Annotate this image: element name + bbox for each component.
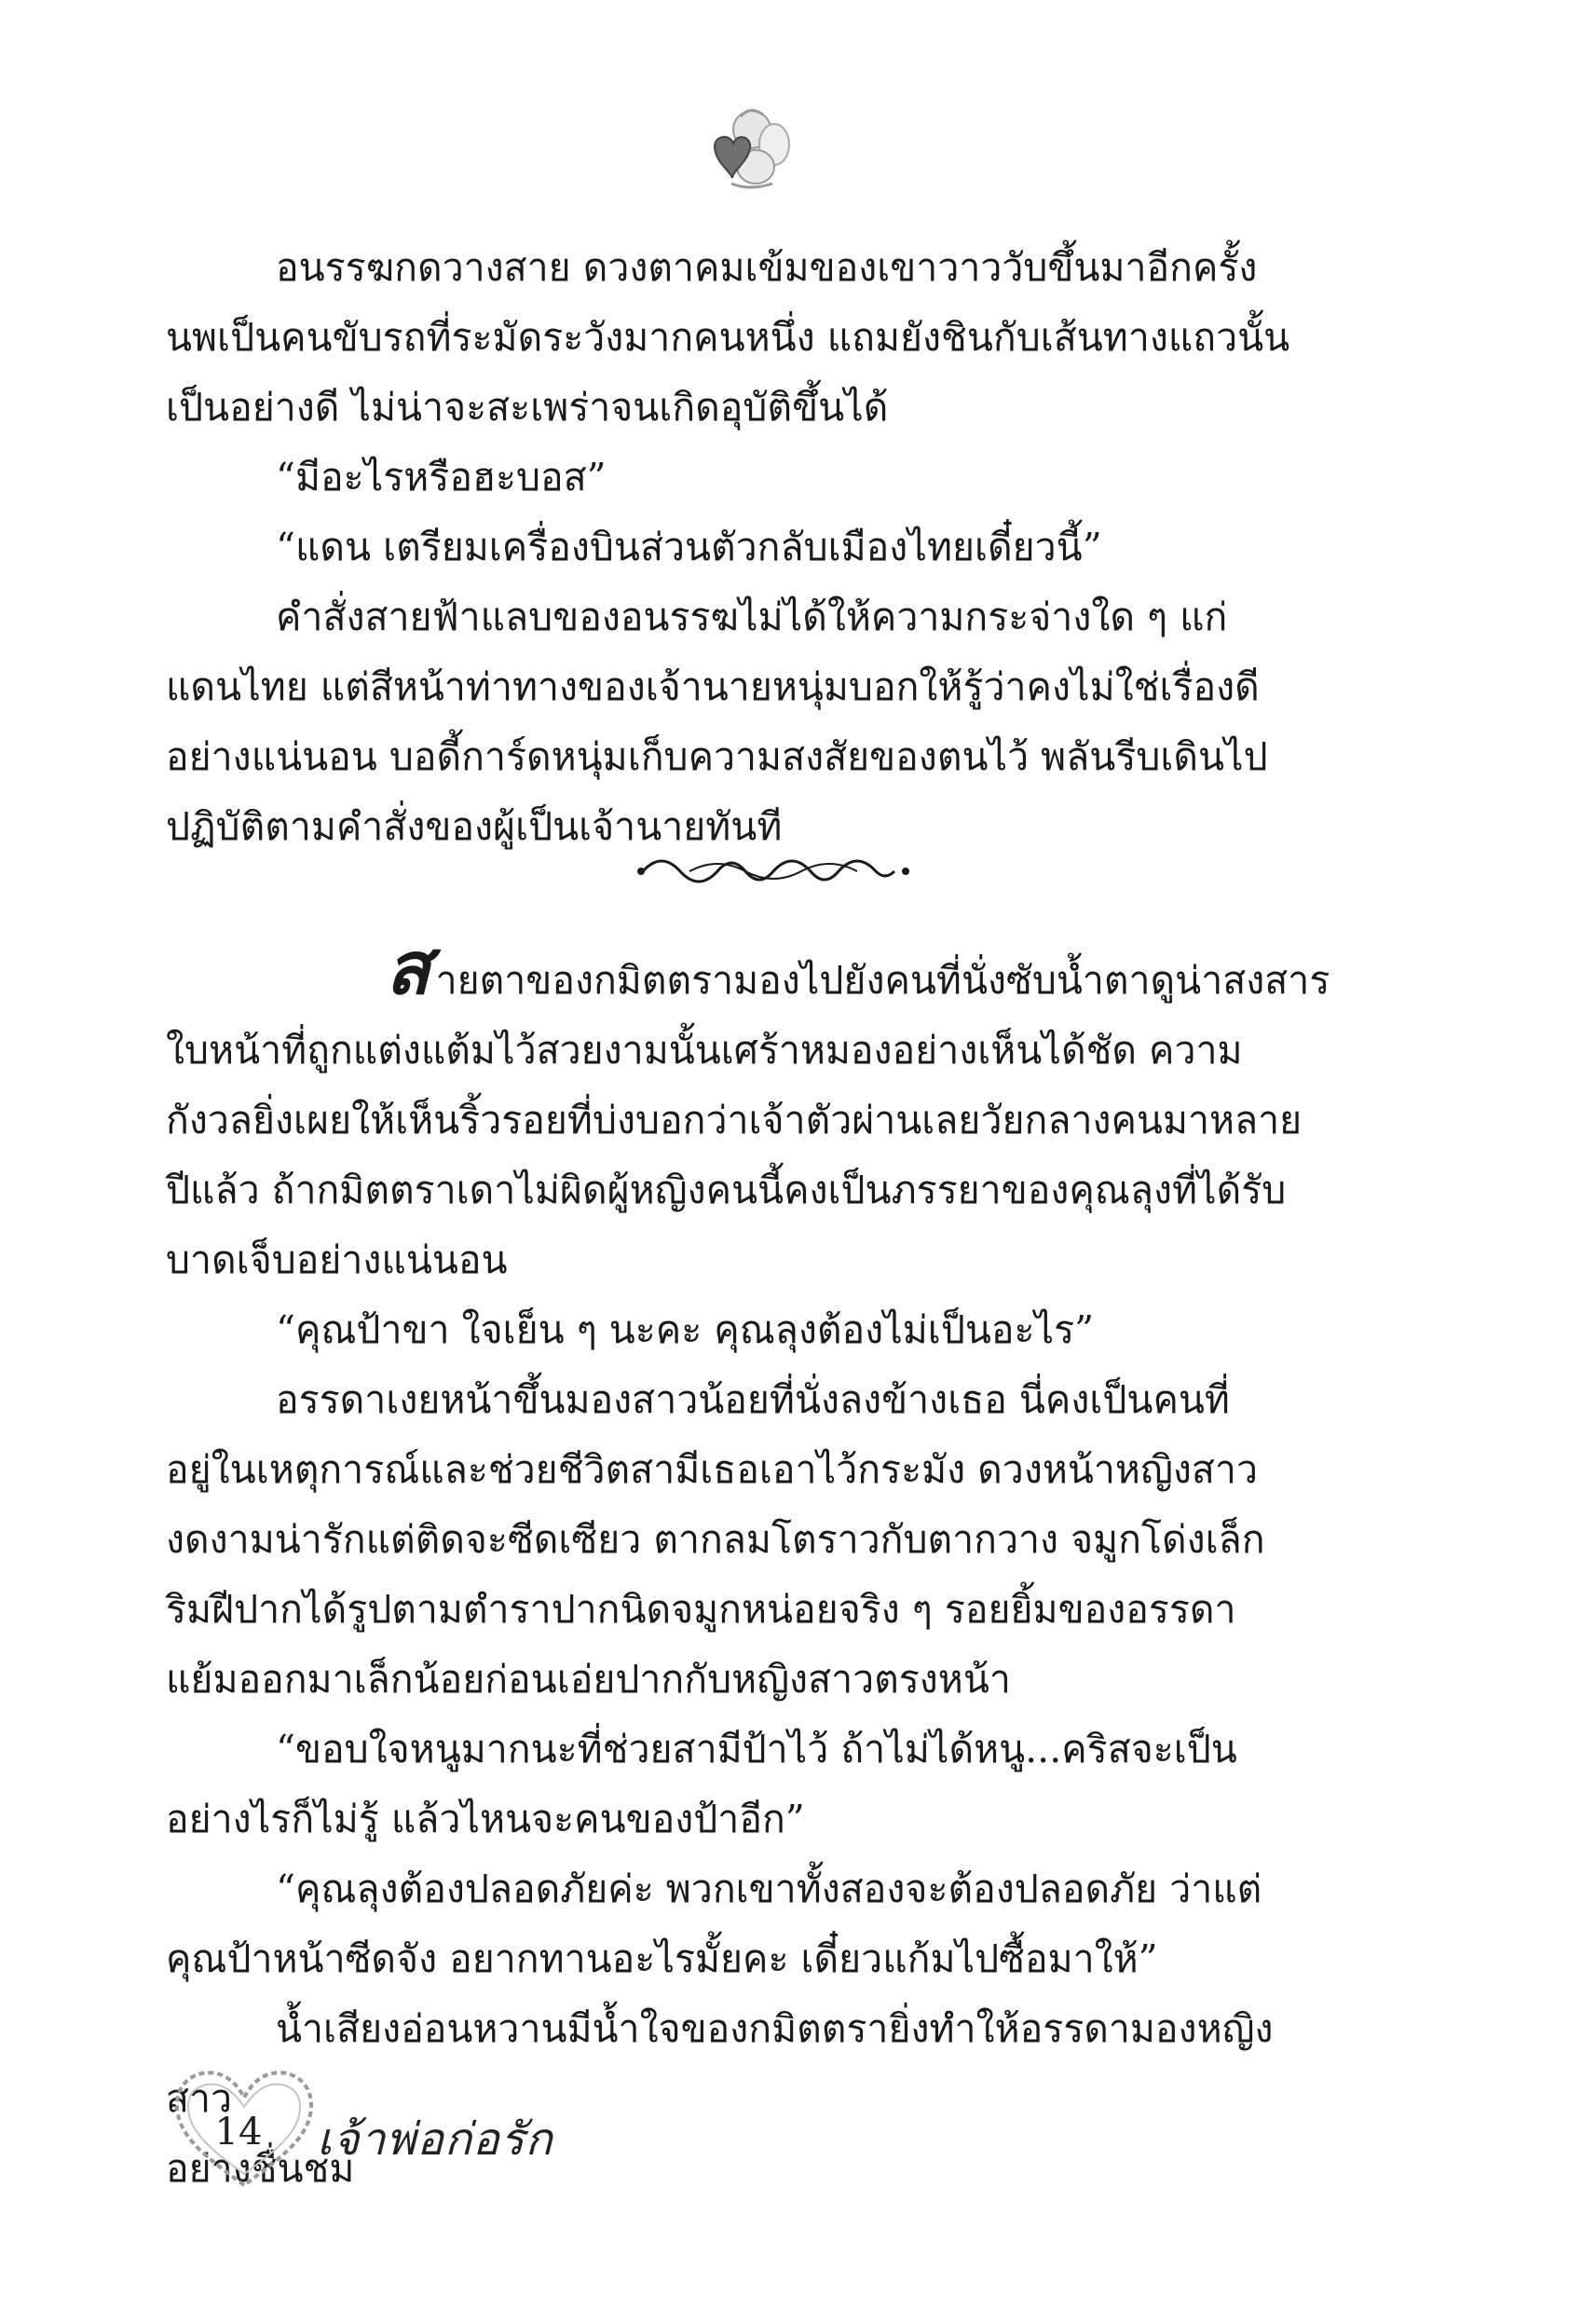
book-title: เจ้าพ่อก่อรัก xyxy=(317,2113,553,2166)
text-line: “คุณป้าขา ใจเย็น ๆ นะคะ คุณลุงต้องไม่เป็นอะไร” xyxy=(276,1307,1095,1352)
text-line: ปีแล้ว ถ้ากมิตตราเดาไม่ผิดผู้หญิงคนนี้คงเป็นภรรยาของคุณลุงที่ได้รับ xyxy=(166,1168,1287,1212)
text-line: “มีอะไรหรือฮะบอส” xyxy=(276,455,607,499)
text-line: ริมฝีปากได้รูปตามตำราปากนิดจมูกหน่อยจริง ๆ รอยยิ้มของอรรดา xyxy=(166,1587,1236,1632)
text-line: กังวลยิ่งเผยให้เห็นริ้วรอยที่บ่งบอกว่าเจ้าตัวผ่านเลยวัยกลางคนมาหลาย xyxy=(166,1098,1303,1142)
text-line: คำสั่งสายฟ้าแลบของอนรรฆไม่ได้ให้ความกระจ่างใด ๆ แก่ xyxy=(276,595,1228,639)
text-block-top xyxy=(166,233,1330,862)
text-line: “แดน เตรียมเครื่องบินส่วนตัวกลับเมืองไทยเดี๋ยวนี้” xyxy=(276,525,1102,569)
cupid-ornament-icon xyxy=(694,98,797,200)
text-line: อนรรฆกดวางสาย ดวงตาคมเข้มของเขาวาววับขึ้นมาอีกครั้ง xyxy=(276,245,1258,290)
dropcap-paragraph-line xyxy=(166,926,1330,1016)
text-line: “คุณลุงต้องปลอดภัยค่ะ พวกเขาทั้งสองจะต้องปลอดภัย ว่าแต่ xyxy=(276,1867,1262,1911)
text-line: แดนไทย แต่สีหน้าท่าทางของเจ้านายหนุ่มบอกให้รู้ว่าคงไม่ใช่เรื่องดี xyxy=(166,664,1260,709)
drop-cap: ส xyxy=(386,926,430,1011)
text-line: อย่างไรก็ไม่รู้ แล้วไหนจะคนของป้าอีก” xyxy=(166,1797,805,1841)
decorative-divider xyxy=(634,843,913,899)
page-number: 14 xyxy=(214,2111,263,2154)
dropcap-line-text: ายตาของกมิตตรามองไปยังคนที่นั่งซับน้ำตาดูน่าสงสาร xyxy=(435,958,1330,1003)
text-block-bottom xyxy=(166,926,1330,2204)
text-line: อยู่ในเหตุการณ์และช่วยชีวิตสามีเธอเอาไว้กระมัง ดวงหน้าหญิงสาว xyxy=(166,1447,1258,1492)
text-line: น้ำเสียงอ่อนหวานมีน้ำใจของกมิตตรายิ่งทำให้อรรดามองหญิงสาว xyxy=(166,2006,1274,2121)
text-line: อย่างชื่นชม xyxy=(166,2146,355,2191)
text-line: อย่างแน่นอน บอดี้การ์ดหนุ่มเก็บความสงสัยของตนไว้ พลันรีบเดินไป xyxy=(166,734,1268,779)
text-line: “ขอบใจหนูมากนะที่ช่วยสามีป้าไว้ ถ้าไม่ได้หนู...คริสจะเป็น xyxy=(276,1727,1237,1771)
text-line: เป็นอย่างดี ไม่น่าจะสะเพร่าจนเกิดอุบัติขึ้นได้ xyxy=(166,385,889,430)
text-line: ปฏิบัติตามคำสั่งของผู้เป็นเจ้านายทันที xyxy=(166,804,783,849)
text-line: ใบหน้าที่ถูกแต่งแต้มไว้สวยงามนั้นเศร้าหมองอย่างเห็นได้ชัด ความ xyxy=(166,1028,1243,1073)
text-line: งดงามน่ารักแต่ติดจะซีดเซียว ตากลมโตราวกับตากวาง จมูกโด่งเล็ก xyxy=(166,1517,1265,1562)
text-line: คุณป้าหน้าซีดจัง อยากทานอะไรมั้ยคะ เดี๋ยวแก้มไปซื้อมาให้” xyxy=(166,1936,1158,1981)
text-line: นพเป็นคนขับรถที่ระมัดระวังมากคนหนึ่ง แถมยังชินกับเส้นทางแถวนั้น xyxy=(166,315,1290,360)
text-line: บาดเจ็บอย่างแน่นอน xyxy=(166,1238,508,1282)
text-line: อรรดาเงยหน้าขึ้นมองสาวน้อยที่นั่งลงข้างเธอ นี่คงเป็นคนที่ xyxy=(276,1377,1230,1422)
text-line: แย้มออกมาเล็กน้อยก่อนเอ่ยปากกับหญิงสาวตรงหน้า xyxy=(166,1657,1011,1702)
